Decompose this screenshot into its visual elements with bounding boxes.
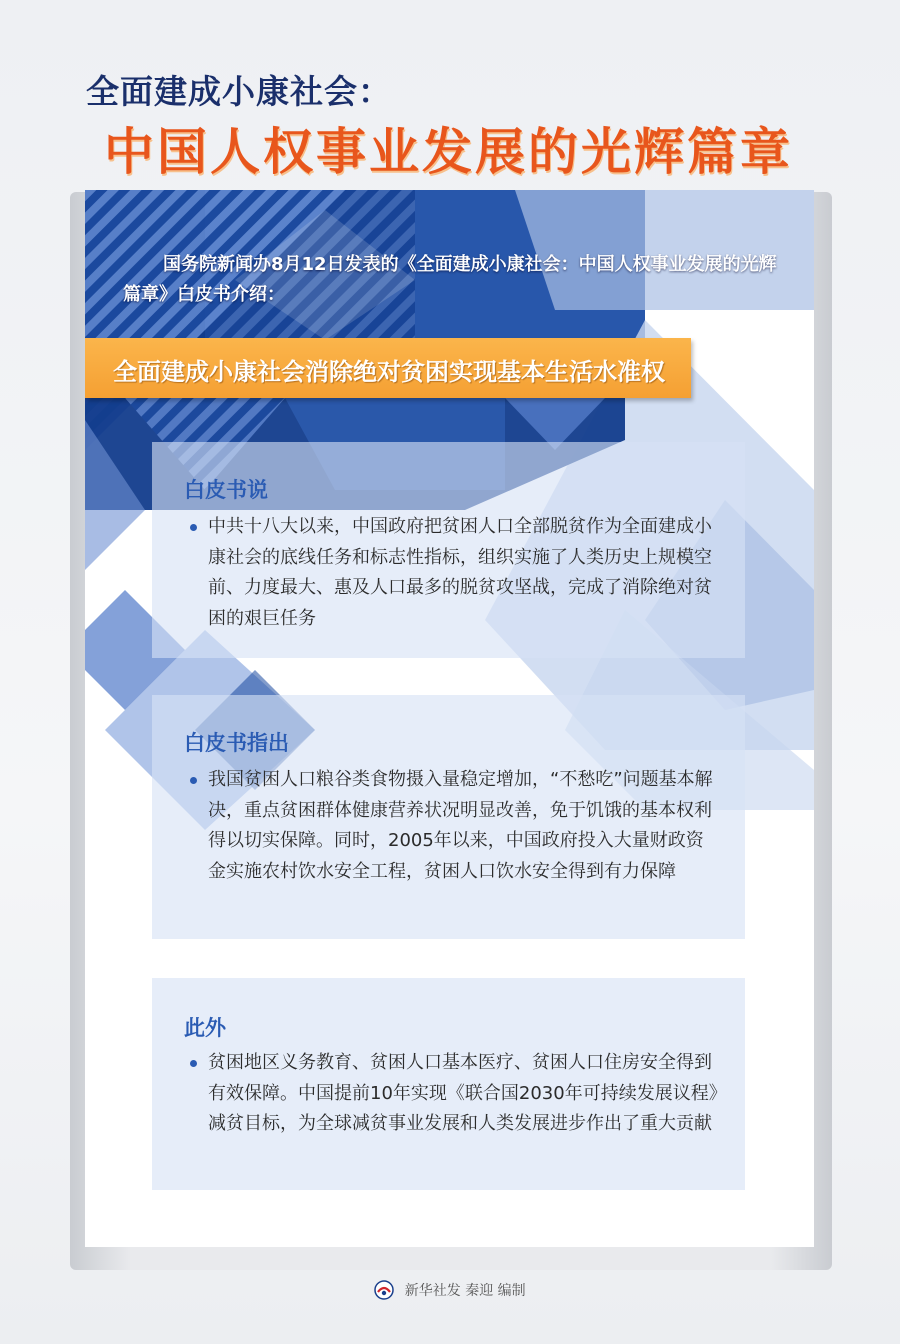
card-body: 贫困地区义务教育、贫困人口基本医疗、贫困人口住房安全得到有效保障。中国提前10年实现《联合国2030年可持续发展议程》减贫目标，为全球减贫事业发展和人类发展进步作出了重大贡献 — [208, 1052, 718, 1134]
footer — [0, 1280, 900, 1308]
section-banner — [85, 338, 691, 398]
header — [0, 0, 900, 190]
card-in-addition — [152, 978, 745, 1190]
intro-text: 国务院新闻办8月12日发表的《全面建成小康社会：中国人权事业发展的光辉篇章》白皮书介绍： — [123, 254, 777, 305]
page-title: 中国人权事业发展的光辉篇章 — [104, 123, 793, 181]
bullet-icon — [190, 777, 197, 784]
card-body: 中共十八大以来，中国政府把贫困人口全部脱贫作为全面建成小康社会的底线任务和标志性指标，组织实施了人类历史上规模空前、力度最大、惠及人口最多的脱贫攻坚战，完成了消除绝对贫困的艰巨任务 — [208, 516, 712, 629]
card-white-paper-says — [152, 442, 745, 658]
section-banner-label: 全面建成小康社会消除绝对贫困实现基本生活水准权 — [113, 357, 665, 386]
bullet-icon — [190, 524, 197, 531]
card-heading: 白皮书指出 — [184, 731, 289, 755]
xinhua-logo-icon — [374, 1280, 394, 1300]
page-subtitle: 全面建成小康社会： — [86, 72, 392, 111]
card-white-paper-points-out — [152, 695, 745, 939]
card-heading: 此外 — [184, 1016, 226, 1040]
content-panel — [85, 190, 814, 1247]
bullet-icon — [190, 1060, 197, 1067]
credit-text: 新华社发 秦迎 编制 — [404, 1283, 526, 1299]
card-heading: 白皮书说 — [184, 478, 268, 502]
card-body: 我国贫困人口粮谷类食物摄入量稳定增加，“不愁吃”问题基本解决，重点贫困群体健康营养状况明显改善，免于饥饿的基本权利得以切实保障。同时，2005年以来，中国政府投入大量财政资金实施农村饮水安全工程，贫困人口饮水安全得到有力保障 — [208, 769, 713, 882]
